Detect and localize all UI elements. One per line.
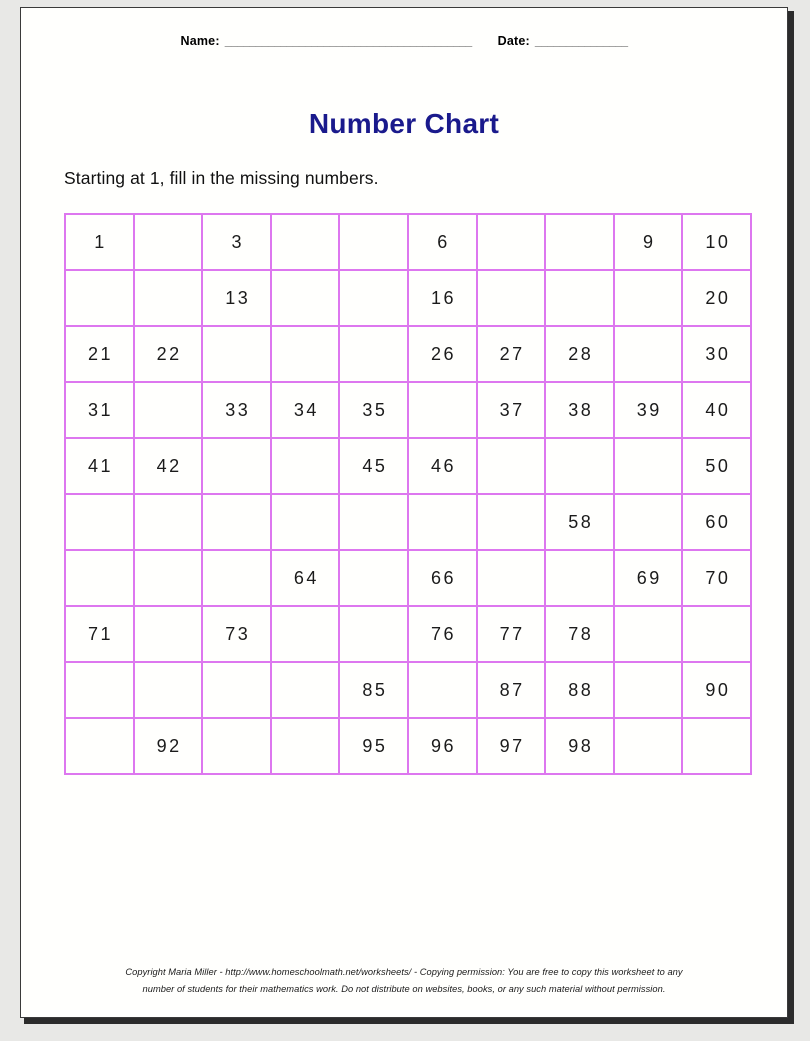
table-row [65,382,751,438]
grid-cell-blank[interactable] [545,550,614,606]
table-row [65,718,751,774]
instructions-text: Starting at 1, fill in the missing numbers. [64,168,379,188]
grid-cell-blank[interactable] [202,494,271,550]
grid-cell-blank[interactable] [682,606,751,662]
grid-cell-blank[interactable] [202,326,271,382]
grid-cell-number[interactable]: 27 [477,326,546,382]
name-date-header [21,34,787,48]
grid-cell-number[interactable]: 66 [408,550,477,606]
grid-cell-blank[interactable] [271,606,340,662]
grid-cell-number[interactable]: 40 [682,382,751,438]
grid-cell-number[interactable]: 20 [682,270,751,326]
number-chart-grid [64,213,752,775]
grid-cell-number[interactable]: 77 [477,606,546,662]
grid-cell-blank[interactable] [65,718,134,774]
grid-cell-blank[interactable] [271,326,340,382]
grid-cell-blank[interactable] [65,270,134,326]
name-blank-line[interactable]: ________________________________________ [224,34,472,48]
grid-cell-blank[interactable] [477,438,546,494]
grid-cell-blank[interactable] [134,382,203,438]
name-label: Name: [180,34,220,48]
grid-cell-number[interactable]: 58 [545,494,614,550]
grid-cell-blank[interactable] [65,662,134,718]
grid-cell-number[interactable]: 38 [545,382,614,438]
grid-cell-blank[interactable] [134,270,203,326]
grid-cell-blank[interactable] [134,662,203,718]
grid-cell-number[interactable]: 34 [271,382,340,438]
grid-cell-blank[interactable] [477,494,546,550]
grid-cell-blank[interactable] [271,438,340,494]
table-row [65,606,751,662]
grid-cell-number[interactable]: 16 [408,270,477,326]
grid-cell-blank[interactable] [134,214,203,270]
grid-cell-number[interactable]: 60 [682,494,751,550]
footer-line-1: Copyright Maria Miller - http://www.homeschoolmath.net/worksheets/ - Copying permission: You are free to copy this worksheet to any [125,967,683,978]
grid-cell-blank[interactable] [271,718,340,774]
grid-cell-blank[interactable] [134,550,203,606]
grid-cell-number[interactable]: 22 [134,326,203,382]
grid-cell-blank[interactable] [202,438,271,494]
grid-cell-number[interactable]: 9 [614,214,683,270]
grid-cell-blank[interactable] [202,662,271,718]
grid-cell-number[interactable]: 96 [408,718,477,774]
grid-cell-blank[interactable] [614,270,683,326]
grid-cell-number[interactable]: 71 [65,606,134,662]
grid-cell-blank[interactable] [339,550,408,606]
grid-cell-blank[interactable] [614,718,683,774]
grid-cell-blank[interactable] [614,662,683,718]
table-row [65,270,751,326]
grid-cell-blank[interactable] [271,270,340,326]
grid-cell-number[interactable]: 90 [682,662,751,718]
grid-cell-blank[interactable] [408,494,477,550]
footer-copyright [21,964,787,997]
grid-cell-blank[interactable] [65,550,134,606]
grid-cell-blank[interactable] [477,270,546,326]
grid-cell-blank[interactable] [614,326,683,382]
grid-cell-number[interactable]: 1 [65,214,134,270]
footer-line-2: number of students for their mathematics work. Do not distribute on websites, books, or any such material without permission. [142,983,666,994]
grid-cell-number[interactable]: 39 [614,382,683,438]
number-chart-grid-container [64,213,752,775]
grid-cell-number[interactable]: 21 [65,326,134,382]
grid-cell-number[interactable]: 88 [545,662,614,718]
date-blank-line[interactable]: _______________ [534,34,628,48]
grid-cell-blank[interactable] [545,214,614,270]
grid-cell-number[interactable]: 46 [408,438,477,494]
grid-cell-number[interactable]: 31 [65,382,134,438]
grid-cell-blank[interactable] [339,494,408,550]
grid-cell-number[interactable]: 98 [545,718,614,774]
grid-cell-number[interactable]: 26 [408,326,477,382]
grid-cell-number[interactable]: 33 [202,382,271,438]
table-row [65,214,751,270]
table-row [65,326,751,382]
grid-cell-number[interactable]: 42 [134,438,203,494]
grid-cell-blank[interactable] [614,494,683,550]
grid-cell-blank[interactable] [339,214,408,270]
grid-cell-number[interactable]: 64 [271,550,340,606]
grid-cell-number[interactable]: 35 [339,382,408,438]
grid-cell-blank[interactable] [339,270,408,326]
grid-cell-number[interactable]: 87 [477,662,546,718]
table-row [65,438,751,494]
table-row [65,494,751,550]
grid-cell-number[interactable]: 85 [339,662,408,718]
worksheet-page [20,7,788,1018]
grid-cell-blank[interactable] [614,606,683,662]
grid-cell-blank[interactable] [614,438,683,494]
grid-cell-number[interactable]: 97 [477,718,546,774]
grid-cell-blank[interactable] [545,270,614,326]
grid-cell-blank[interactable] [271,662,340,718]
grid-cell-number[interactable]: 41 [65,438,134,494]
grid-cell-number[interactable]: 69 [614,550,683,606]
grid-cell-blank[interactable] [271,494,340,550]
grid-cell-number[interactable]: 76 [408,606,477,662]
grid-cell-blank[interactable] [408,662,477,718]
date-label: Date: [497,34,530,48]
grid-cell-blank[interactable] [477,214,546,270]
grid-cell-number[interactable]: 3 [202,214,271,270]
grid-cell-number[interactable]: 6 [408,214,477,270]
grid-cell-number[interactable]: 78 [545,606,614,662]
table-row [65,662,751,718]
grid-cell-blank[interactable] [545,438,614,494]
grid-cell-blank[interactable] [271,214,340,270]
grid-cell-number[interactable]: 45 [339,438,408,494]
grid-cell-number[interactable]: 28 [545,326,614,382]
grid-cell-blank[interactable] [477,550,546,606]
grid-cell-blank[interactable] [339,326,408,382]
grid-cell-number[interactable]: 37 [477,382,546,438]
grid-cell-blank[interactable] [202,718,271,774]
table-row [65,550,751,606]
grid-cell-number[interactable]: 13 [202,270,271,326]
grid-cell-number[interactable]: 95 [339,718,408,774]
grid-cell-blank[interactable] [408,382,477,438]
grid-cell-blank[interactable] [682,718,751,774]
grid-cell-blank[interactable] [134,494,203,550]
grid-cell-number[interactable]: 70 [682,550,751,606]
grid-cell-number[interactable]: 73 [202,606,271,662]
grid-cell-blank[interactable] [65,494,134,550]
grid-cell-number[interactable]: 50 [682,438,751,494]
grid-cell-number[interactable]: 92 [134,718,203,774]
grid-cell-number[interactable]: 10 [682,214,751,270]
page-title: Number Chart [308,108,500,139]
grid-cell-number[interactable]: 30 [682,326,751,382]
grid-cell-blank[interactable] [339,606,408,662]
grid-cell-blank[interactable] [202,550,271,606]
grid-cell-blank[interactable] [134,606,203,662]
